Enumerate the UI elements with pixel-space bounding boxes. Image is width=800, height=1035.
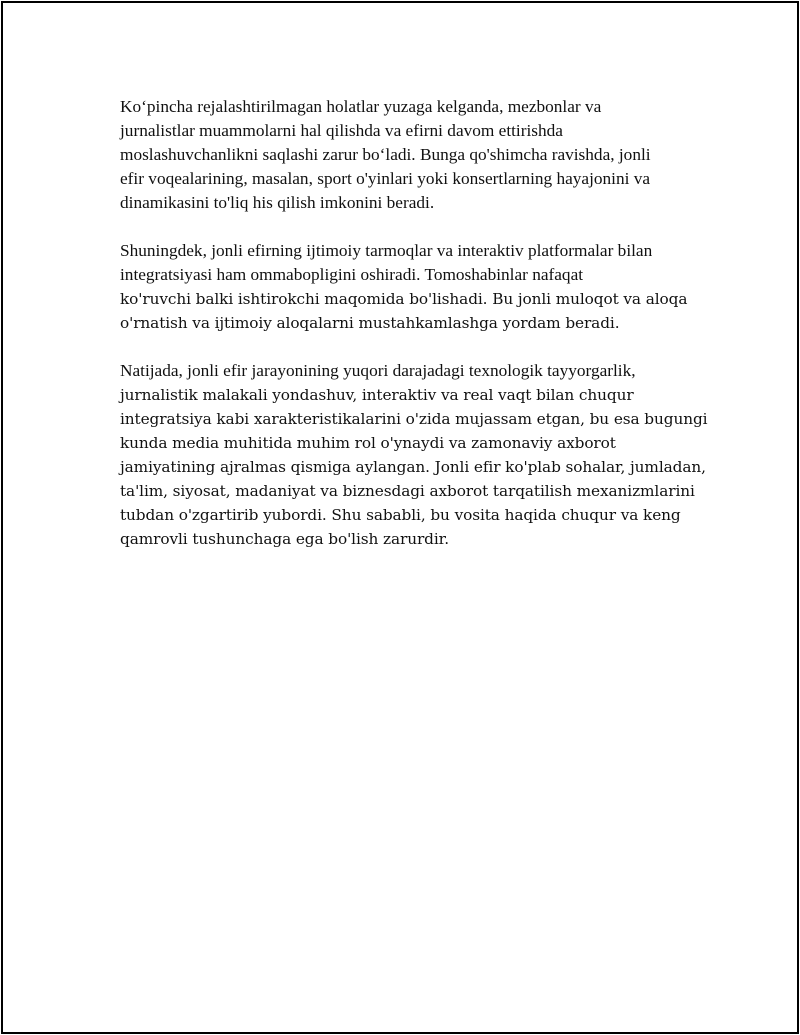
text-line: jurnalistlar muammolarni hal qilishda va efirni davom ettirishda <box>120 121 563 140</box>
text-line: Shuningdek, jonli efirning ijtimoiy tarmoqlar va interaktiv platformalar bilan <box>120 241 653 260</box>
text-line: kunda media muhitida muhim rol o'ynaydi va zamonaviy axborot <box>120 434 616 452</box>
text-line: Ko‘pincha rejalashtirilmagan holatlar yuzaga kelganda, mezbonlar va <box>120 97 602 116</box>
text-line: ko'ruvchi balki ishtirokchi maqomida bo'lishadi. Bu jonli muloqot va aloqa <box>120 290 688 308</box>
text-line: qamrovli tushunchaga ega bo'lish zarurdir. <box>120 530 449 548</box>
text-line: moslashuvchanlikni saqlashi zarur bo‘ladi. Bunga qo'shimcha ravishda, jonli <box>120 145 651 164</box>
text-line: integratsiyasi ham ommabopligini oshiradi. Tomoshabinlar nafaqat <box>120 265 584 284</box>
text-line: dinamikasini to'liq his qilish imkonini beradi. <box>120 193 435 212</box>
text-line: tubdan o'zgartirib yubordi. Shu sababli, bu vosita haqida chuqur va keng <box>120 506 681 524</box>
text-line: efir voqealarining, masalan, sport o'yinlari yoki konsertlarning hayajonini va <box>120 169 651 188</box>
text-line: jamiyatining ajralmas qismiga aylangan. Jonli efir ko'plab sohalar, jumladan, <box>120 458 706 476</box>
text-line: Natijada, jonli efir jarayonining yuqori darajadagi texnologik tayyorgarlik, <box>120 361 636 380</box>
text-line: ta'lim, siyosat, madaniyat va biznesdagi axborot tarqatilish mexanizmlarini <box>120 482 695 500</box>
paragraph-1 <box>120 95 700 215</box>
paragraph-3 <box>120 359 708 551</box>
document-body <box>120 95 708 575</box>
paragraph-2 <box>120 239 700 335</box>
text-line: jurnalistik malakali yondashuv, interaktiv va real vaqt bilan chuqur <box>120 386 634 404</box>
text-line: integratsiya kabi xarakteristikalarini o'zida mujassam etgan, bu esa bugungi <box>120 410 708 428</box>
page-frame <box>1 1 799 1034</box>
text-line: o'rnatish va ijtimoiy aloqalarni mustahkamlashga yordam beradi. <box>120 314 620 332</box>
